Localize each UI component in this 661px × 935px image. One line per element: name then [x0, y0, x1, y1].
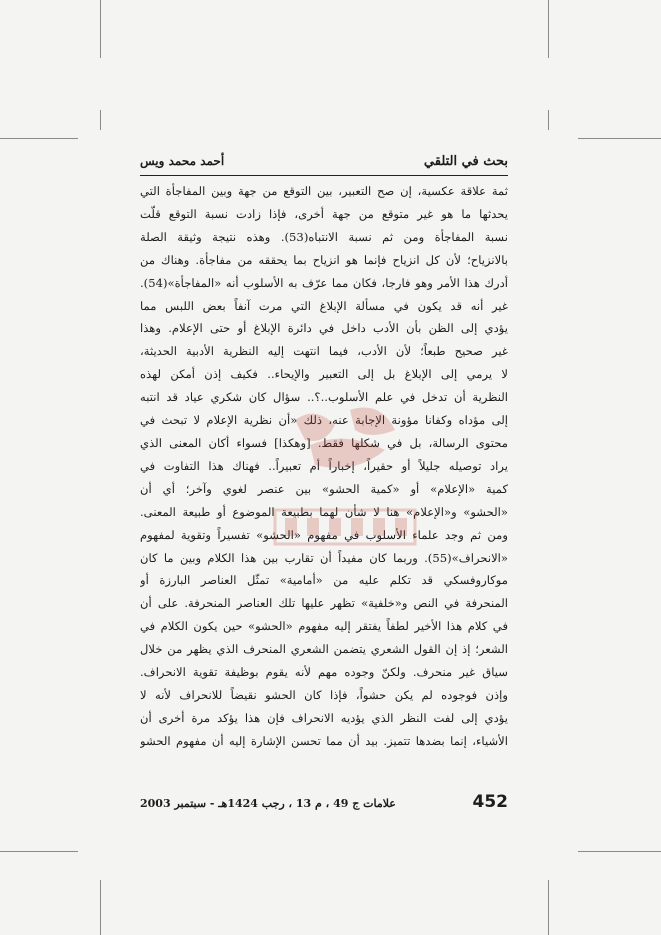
crop-mark-left-h — [0, 138, 78, 139]
text-line: بالانزياح؛ لأن كل انزياح فإنما هو انزياح بما يحققه من مفاجأة. وهناك من — [140, 252, 508, 267]
text-line: ومن ثم وجد علماء الأسلوب في مفهوم «الحشو» تفسيراً وتقوية لمفهوم — [140, 527, 508, 542]
text-line: يؤدي إلى لفت النظر الذي يؤديه الانحراف فإن هذا يؤكد مرة أخرى أن — [140, 710, 508, 725]
text-line: في كلام هذا الأخير لطفاً يفتقر إليه مفهوم «الحشو» حين يكون الكلام في — [140, 619, 508, 634]
text-line: غير أنه قد يكون في مسألة الإبلاغ التي مرت آنفاً بعض اللبس مما — [140, 298, 508, 313]
text-line: ثمة علاقة عكسية، إن صح التعبير، بين التوقع من جهة وبين المفاجأة التي — [140, 184, 508, 198]
text-line: وإذن فوجوده لم يكن حشواً، فإذا كان الحشو نقيضاً للانحراف لأنه لا — [140, 687, 508, 702]
crop-mark-right-top — [548, 0, 549, 58]
page-number: 452 — [472, 792, 508, 812]
article-body — [140, 180, 508, 753]
crop-mark-left-top — [100, 0, 101, 58]
page-footer — [140, 792, 508, 819]
author-name: أحمد محمد ويس — [140, 154, 225, 168]
crop-mark-right-bottom — [548, 880, 549, 935]
text-line: المنحرفة في النص و«خلفية» تظهر عليها تلك العناصر المنحرفة. على أن — [140, 596, 508, 611]
article-title: بحث في التلقي — [423, 154, 508, 169]
header-rule — [140, 175, 508, 176]
text-line: «الانحراف»(55). وربما كان مفيداً أن تقارب بين هذا الكلام وبين ما كان — [140, 550, 508, 565]
text-line: الأشياء، إنما بضدها تتميز. بيد أن مما تحسن الإشارة إليه أن مفهوم الحشو — [140, 733, 508, 748]
text-line: كمية «الإعلام» أو «كمية الحشو» بين عنصر لغوي وآخر؛ أي أن — [140, 481, 508, 496]
crop-mark-right-h — [578, 138, 661, 139]
journal-info: علامات ج 49 ، م 13 ، رجب 1424هـ - سبتمبر 2003 — [140, 797, 396, 810]
text-line: محتوى الرسالة، بل في شكلها فقط. [وهكذا] فسواء أكان المعنى الذي — [140, 435, 508, 450]
crop-mark-left-bottom — [100, 880, 101, 935]
crop-mark-left-h-bottom — [0, 851, 78, 852]
text-line: النظرية أن تدخل في علم الأسلوب..؟.. سؤال كان شكري عياد قد انتبه — [140, 390, 508, 405]
text-line: الشعر؛ إذ إن القول الشعري يتضمن الشعري المنحرف الذي يظهر من خلال — [140, 642, 508, 657]
text-line: موكاروفسكي قد تكلم عليه من «أمامية» تمثّل العناصر البارزة أو — [140, 573, 508, 588]
text-line: لا يرمي إلى الإبلاغ بل إلى التعبير والإيحاء.. فكيف إذن أمكن لهذه — [140, 367, 508, 382]
text-line: سياق غير منحرف. ولكنّ وجوده مهم لأنه يقوم بوظيفة تقوية الانحراف. — [140, 665, 508, 680]
text-line: أدرك هذا الأمر وهو فارجا، فكان مما عرّف به الأسلوب أنه «المفاجأة»(54). — [140, 275, 508, 290]
text-line: نسبة المفاجأة ومن ثم نسبة الانتباه(53). وهذه نتيجة وثيقة الصلة — [140, 229, 508, 244]
text-line: غير صحيح طبعاً؛ لأن الأدب، فيما انتهت إليه النظرية الأدبية الحديثة، — [140, 344, 508, 359]
running-header — [140, 152, 508, 174]
text-line: «الحشو» و«الإعلام» هنا لا شأن لهما بطبيعة الموضوع أو طبيعة المعنى. — [140, 504, 508, 519]
text-line: يحدثها ما هو غير متوقع من جهة أخرى، فإذا زادت نسبة التوقع قلّت — [140, 206, 508, 221]
crop-mark-right-mid — [548, 110, 549, 130]
crop-mark-right-h-bottom — [578, 851, 661, 852]
crop-mark-left-mid — [100, 110, 101, 130]
text-line: يؤدي إلى الظن بأن الأدب داخل في دائرة الإبلاغ أو حتى الإعلام. وهذا — [140, 321, 508, 336]
text-line: إلى مؤداه وكفانا مؤونة الإجابة عنه، ذلك «أن نظرية الإعلام لا تبحث في — [140, 413, 508, 428]
text-line: يراد توصيله جليلاً أو حقيراً، إخباراً أم تعبيراً.. فهناك هذا التفاوت في — [140, 458, 508, 473]
